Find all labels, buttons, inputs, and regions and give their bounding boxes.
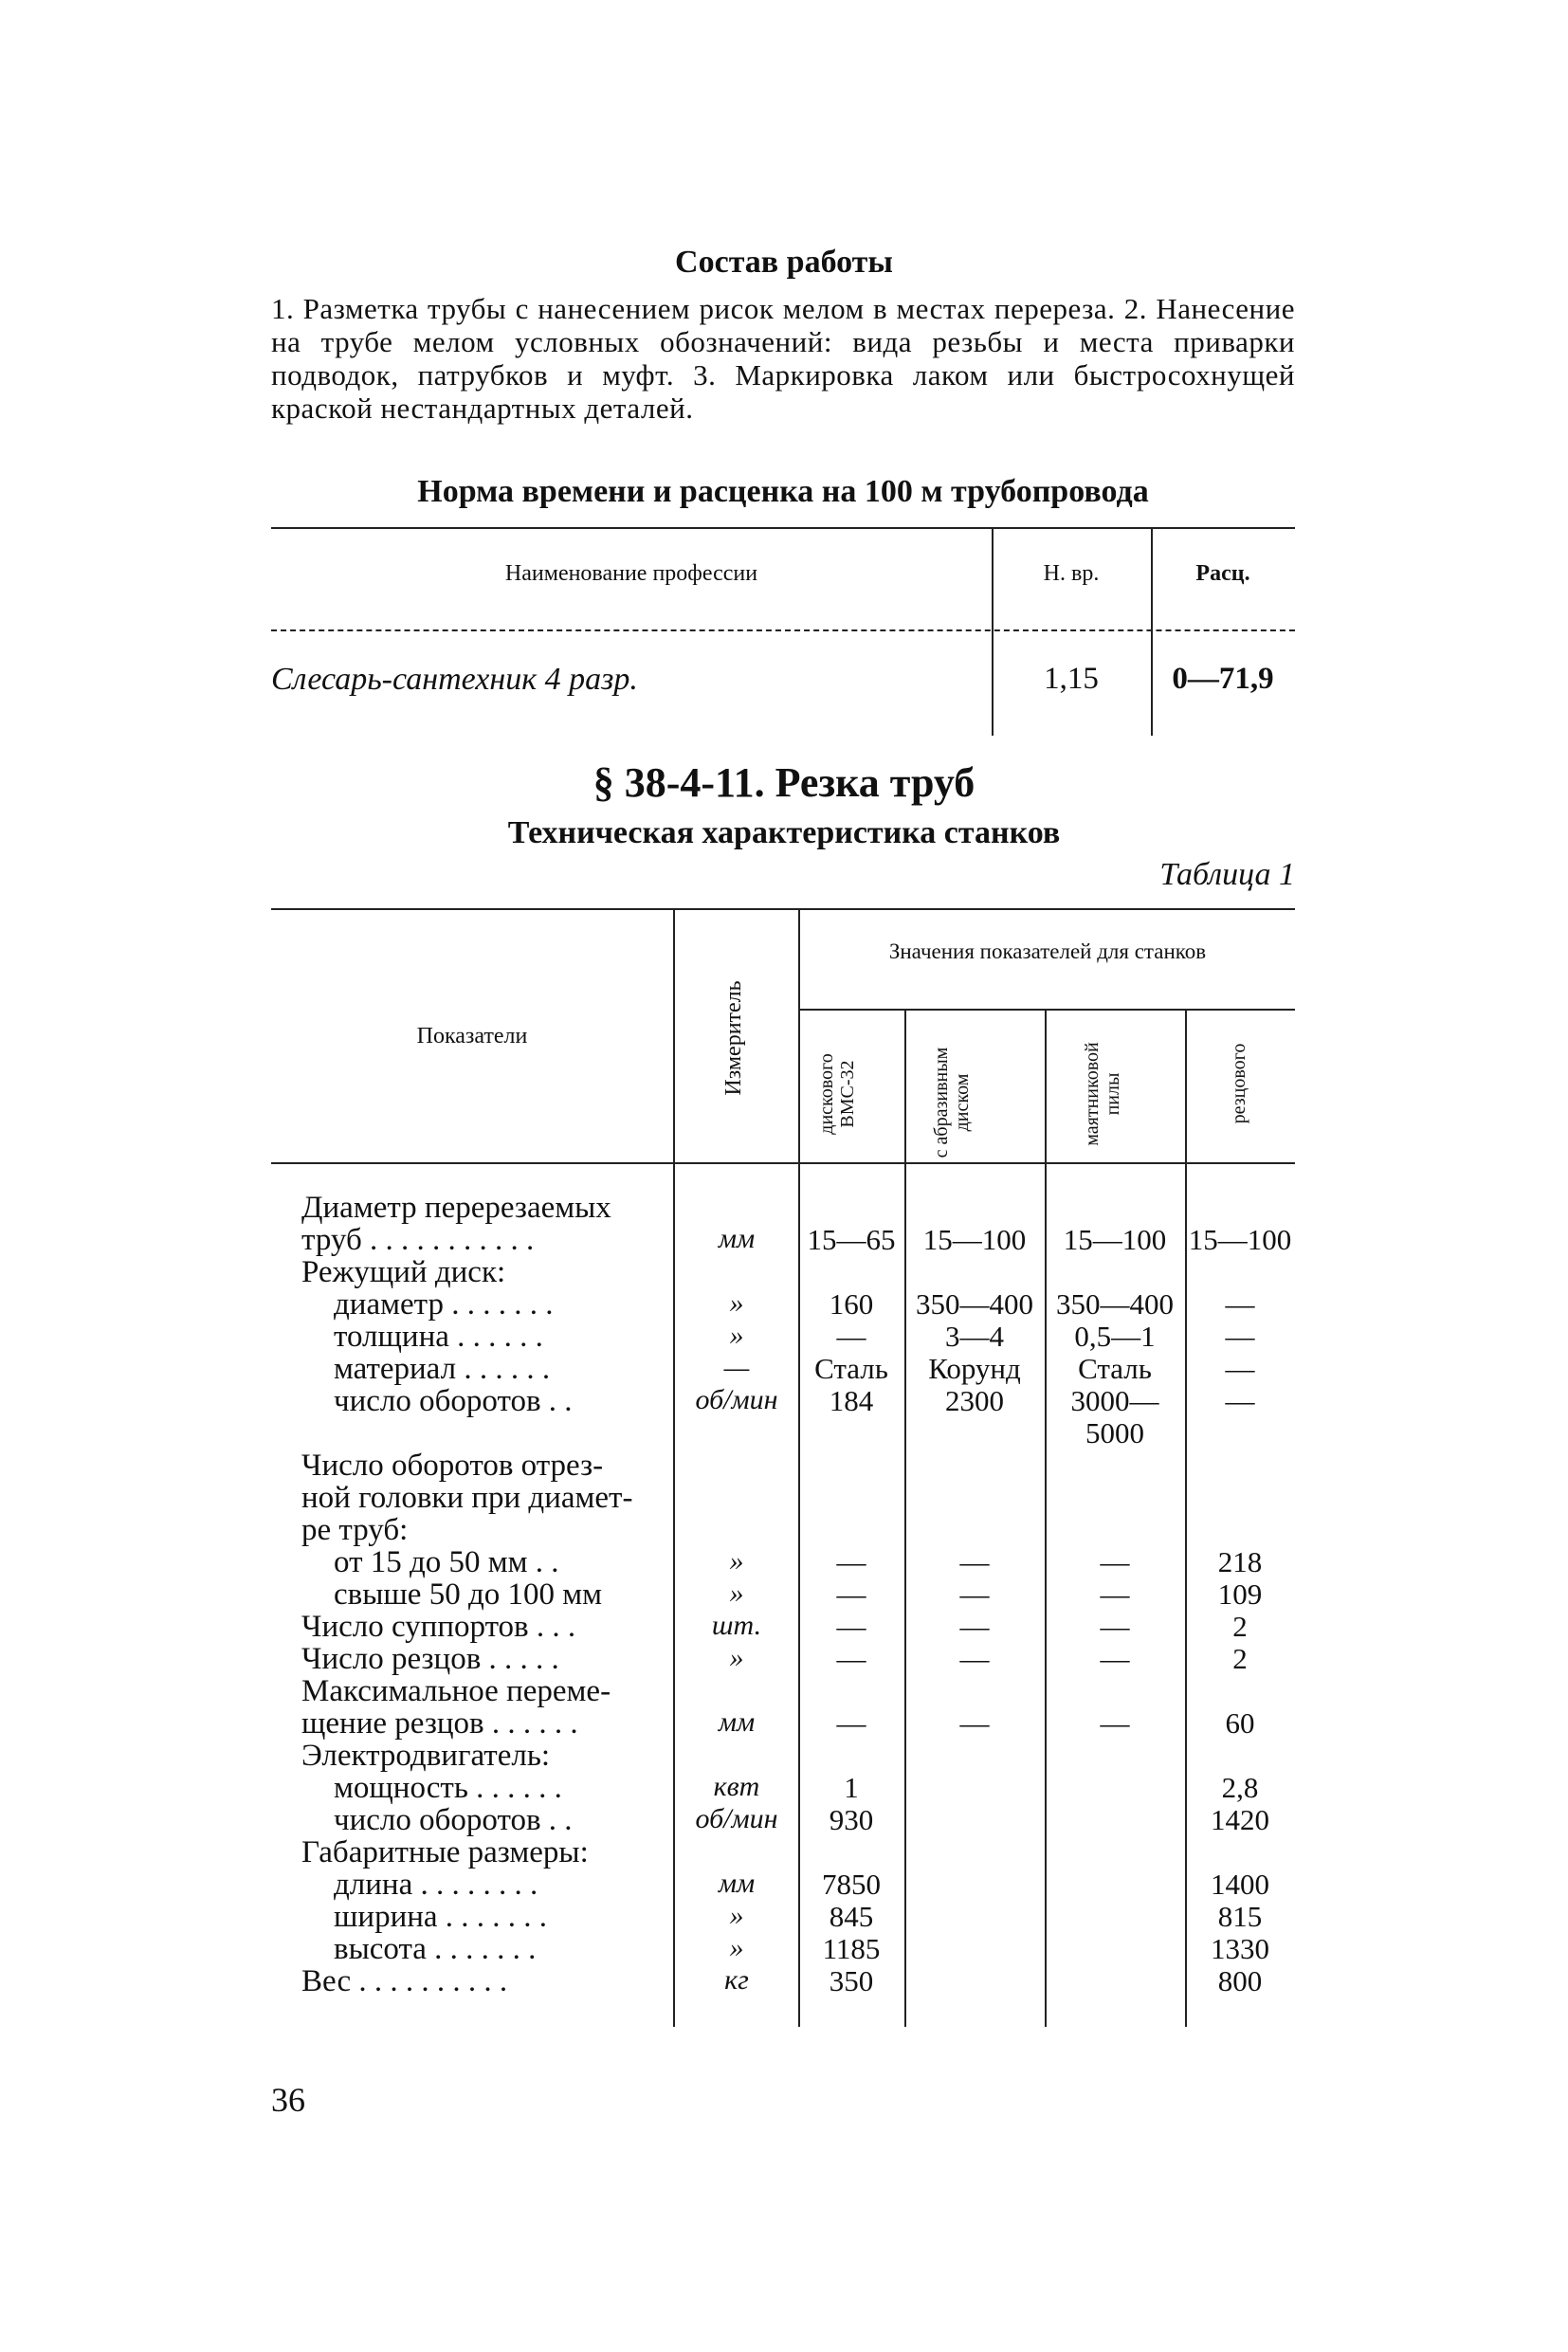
tech-row-value-m2: 15—100 [922,1223,1027,1256]
tech-row-unit: » [729,1642,744,1673]
tech-row-label: Число оборотов отрез- [301,1449,604,1483]
tech-row-label: Число суппортов . . . [301,1610,576,1644]
tech-row-label: число оборотов . . [334,1803,573,1837]
tech-row-value-m1: 930 [829,1803,874,1836]
tech-row-label: ной головки при диамет- [301,1481,633,1515]
tech-row-value-m4: 109 [1217,1577,1263,1611]
tech-row-label: ширина . . . . . . . [334,1900,548,1934]
tech-row-value-m3: 5000 [1085,1416,1144,1449]
tech-row-value-m3: — [1100,1706,1130,1740]
tech-row-label: мощность . . . . . . [334,1771,562,1805]
tech-row-value-m1: — [836,1577,866,1611]
tech-row-label: толщина . . . . . . [334,1320,543,1354]
tech-row-value-m1: 845 [829,1900,874,1933]
tech-row-label: Электродвигатель: [301,1739,551,1773]
norm-mid-rule [271,629,1295,631]
tech-row-unit: » [729,1320,744,1351]
tech-row-value-m1: 350 [829,1964,874,1997]
section-title: § 38-4-11. Резка труб [593,759,975,806]
tech-row-value-m1: — [836,1545,866,1578]
norm-col-divider-1 [992,527,994,736]
tech-row-label: Габаритные размеры: [301,1835,589,1869]
tech-row-unit: шт. [711,1610,762,1641]
tech-row-value-m2: — [959,1642,990,1675]
tech-row-value-m3: 3000— [1070,1384,1159,1417]
tech-row-value-m3: 350—400 [1056,1287,1174,1321]
tech-row-label: Режущий диск: [301,1255,506,1289]
tech-row-value-m3: — [1100,1610,1130,1643]
tech-row-label: материал . . . . . . [334,1352,551,1386]
composition-text: 1. Разметка трубы с нанесением рисок мелом в местах перереза. 2. Нанесение на трубе мелом условных обозначений: вида резьбы и места приварки подводок, патрубков и муфт. 3. Маркировка лаком или быстросохнущей краской нестандартных деталей. [271,292,1295,425]
tech-row-label: Число резцов . . . . . [301,1642,559,1676]
tech-row-label: труб . . . . . . . . . . . [301,1223,535,1257]
tech-row-value-m4: 800 [1217,1964,1263,1997]
tech-row-value-m1: 1185 [822,1932,881,1965]
tech-row-value-m3: Сталь [1078,1352,1152,1385]
tech-row-value-m2: — [959,1610,990,1643]
tech-row-value-m3: — [1100,1545,1130,1578]
tech-col-divider-m2 [904,1009,906,2027]
tech-row-unit: » [729,1287,744,1319]
tech-row-value-m4: 2 [1232,1642,1248,1675]
tech-row-value-m4: — [1225,1384,1255,1417]
norm-top-rule [271,527,1295,529]
tech-row-label: ре труб: [301,1513,409,1547]
tech-row-value-m4: 2,8 [1221,1771,1259,1804]
table-label: Таблица 1 [1159,857,1295,892]
norm-col-divider-2 [1151,527,1153,736]
norm-row-rate: 0—71,9 [1172,662,1274,696]
tech-row-label: щение резцов . . . . . . [301,1706,578,1741]
tech-header-machine-2: с абразивным диском [931,1047,973,1158]
tech-row-unit: об/мин [695,1803,778,1834]
tech-row-label: Вес . . . . . . . . . . [301,1964,508,1998]
tech-header-unit: Измеритель [721,980,746,1096]
tech-col-divider-m1 [798,908,800,2027]
tech-row-value-m4: 218 [1217,1545,1263,1578]
tech-row-label: свыше 50 до 100 мм [334,1577,603,1612]
tech-row-unit: квт [713,1771,760,1802]
tech-row-value-m1: 15—65 [807,1223,896,1256]
tech-top-rule [271,908,1295,910]
tech-group-rule [798,1009,1295,1011]
tech-row-value-m1: — [836,1320,866,1353]
tech-row-unit: — [723,1352,750,1383]
tech-row-unit: кг [724,1964,749,1996]
tech-row-value-m2: 3—4 [945,1320,1004,1353]
tech-row-value-m1: — [836,1610,866,1643]
tech-row-value-m4: 1330 [1211,1932,1269,1965]
tech-col-divider-m3 [1045,1009,1047,2027]
tech-row-value-m1: — [836,1706,866,1740]
tech-row-value-m3: 0,5—1 [1074,1320,1156,1353]
norm-row-profession: Слесарь-сантехник 4 разр. [271,662,638,697]
tech-row-unit: мм [718,1706,756,1738]
tech-row-value-m4: 815 [1217,1900,1263,1933]
tech-row-unit: » [729,1932,744,1963]
tech-row-label: Максимальное переме- [301,1674,611,1708]
tech-row-value-m2: 2300 [945,1384,1004,1417]
norm-header-profession: Наименование профессии [504,561,758,586]
tech-row-value-m2: — [959,1706,990,1740]
tech-row-value-m3: — [1100,1577,1130,1611]
tech-header-machine-1: дискового ВМС-32 [816,1053,858,1135]
tech-row-value-m4: 15—100 [1188,1223,1292,1256]
tech-row-value-m3: — [1100,1642,1130,1675]
tech-row-unit: мм [718,1223,756,1254]
tech-header-machine-3: маятниковой пилы [1082,1042,1123,1146]
tech-row-label: Диаметр перерезаемых [301,1191,611,1225]
tech-row-value-m1: 7850 [822,1868,881,1901]
tech-row-label: высота . . . . . . . [334,1932,537,1966]
tech-row-unit: » [729,1545,744,1577]
tech-row-value-m4: 1420 [1211,1803,1269,1836]
page-number: 36 [271,2081,305,2119]
tech-row-value-m2: 350—400 [916,1287,1033,1321]
norm-header-rate: Расц. [1195,561,1250,586]
tech-row-value-m2: Корунд [928,1352,1021,1385]
tech-row-label: длина . . . . . . . . [334,1868,538,1902]
tech-row-unit: мм [718,1868,756,1899]
tech-row-label: диаметр . . . . . . . [334,1287,554,1322]
tech-row-unit: » [729,1577,744,1609]
tech-row-unit: » [729,1900,744,1931]
norm-heading: Норма времени и расценка на 100 м трубопровода [417,474,1149,509]
tech-header-rule [271,1162,1295,1164]
norm-row-time: 1,15 [1044,662,1099,696]
norm-header-time: Н. вр. [1043,561,1100,586]
tech-col-divider-unit [673,908,675,2027]
tech-row-value-m1: 1 [844,1771,859,1804]
tech-row-value-m1: 160 [829,1287,874,1321]
tech-row-label: от 15 до 50 мм . . [334,1545,559,1579]
tech-row-value-m2: — [959,1577,990,1611]
section-subtitle: Техническая характеристика станков [507,815,1061,850]
tech-row-value-m4: — [1225,1287,1255,1321]
composition-heading: Состав работы [675,245,893,280]
tech-row-value-m1: Сталь [814,1352,888,1385]
tech-header-indicator: Показатели [416,1024,528,1048]
tech-row-value-m4: 1400 [1211,1868,1269,1901]
tech-row-value-m4: — [1225,1352,1255,1385]
tech-row-unit: об/мин [695,1384,778,1415]
tech-row-value-m4: — [1225,1320,1255,1353]
tech-row-value-m3: 15—100 [1063,1223,1167,1256]
tech-header-machine-4: резцового [1229,1043,1249,1124]
tech-row-label: число оборотов . . [334,1384,573,1418]
tech-row-value-m4: 60 [1225,1706,1255,1740]
tech-header-group: Значения показателей для станков [888,939,1207,963]
tech-row-value-m1: — [836,1642,866,1675]
tech-row-value-m4: 2 [1232,1610,1248,1643]
tech-row-value-m2: — [959,1545,990,1578]
tech-row-value-m1: 184 [829,1384,874,1417]
